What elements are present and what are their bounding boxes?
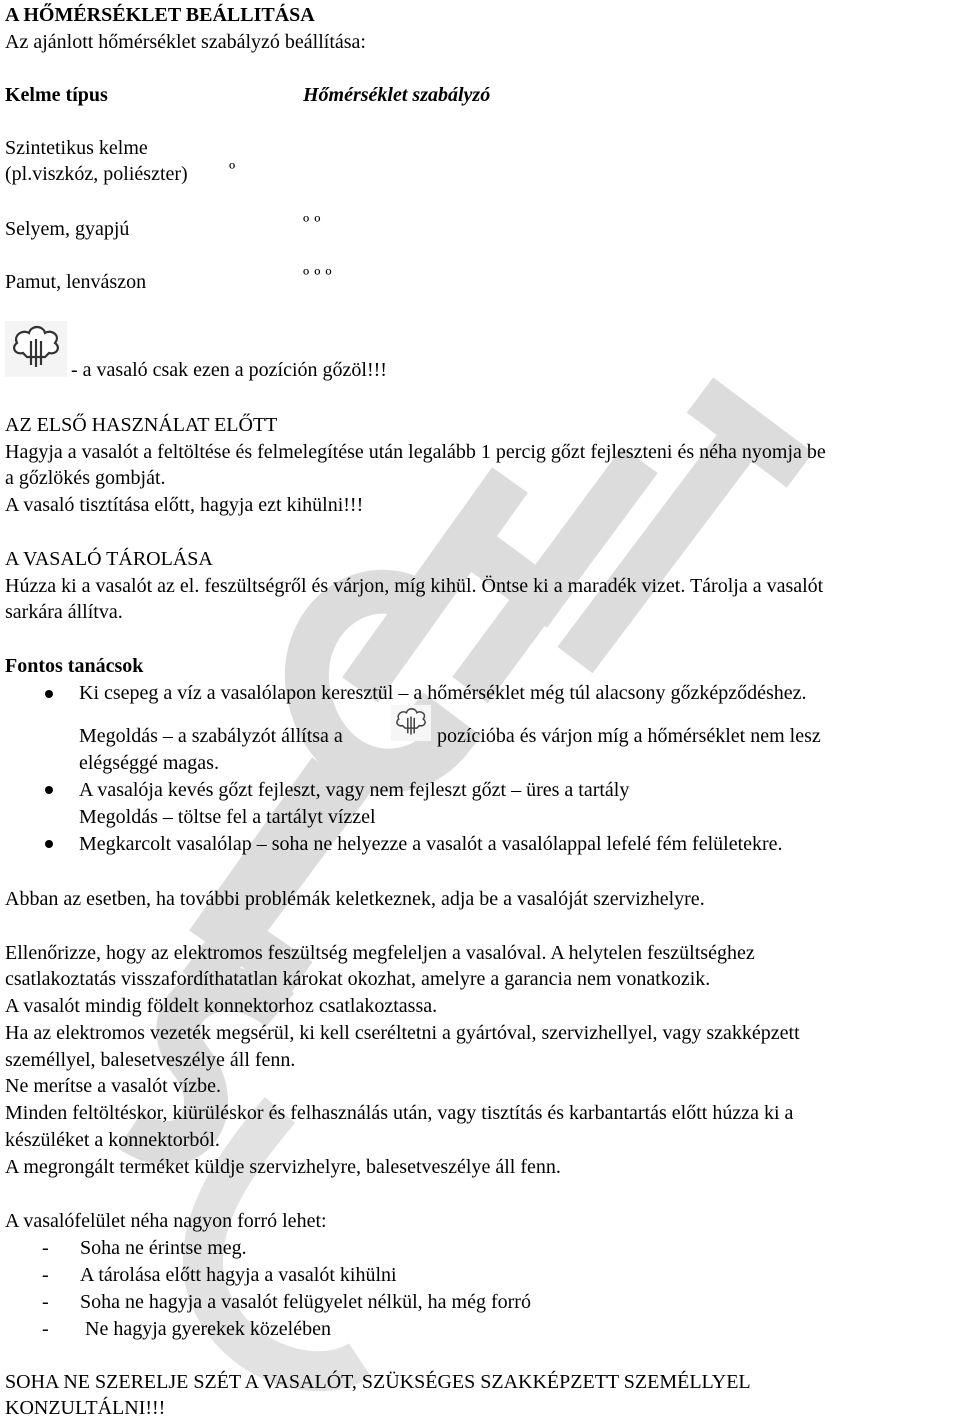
safety-line-4: Ha az elektromos vezeték megsérül, ki kell cseréltetni a gyártóval, szervizhellyel, vagy szakképzett: [5, 1022, 800, 1044]
storage-line1: Húzza ki a vasalót az el. feszültségről és várjon, míg kihül. Öntse ki a maradék vizet. Tárolja a vasalót: [5, 575, 824, 597]
service-note: Abban az esetben, ha további problémák keletkeznek, adja be a vasalóját szervizhelyre.: [5, 888, 705, 910]
first-use-title: AZ ELSŐ HASZNÁLAT ELŐTT: [5, 414, 278, 436]
safety-line-7: Minden feltöltéskor, kiürüléskor és felhasználás után, vagy tisztítás és karbantartás előtt húzza ki a: [5, 1102, 794, 1124]
steam-icon-small: [391, 704, 431, 742]
temp-section-title: A HŐMÉRSÉKLET BEÁLLITÁSA: [5, 4, 315, 26]
bullet-icon: [45, 840, 53, 848]
hot-intro: A vasalófelület néha nagyon forró lehet:: [5, 1210, 327, 1232]
hot-item-4: Ne hagyja gyerekek közelében: [80, 1318, 331, 1340]
tips-title: Fontos tanácsok: [5, 655, 144, 677]
safety-line-8: készüléket a konnektorból.: [5, 1129, 220, 1151]
safety-line-3: A vasalót mindig földelt konnektorhoz csatlakoztassa.: [5, 995, 438, 1017]
hot-item-3: Soha ne hagyja a vasalót felügyelet nélkül, ha még forró: [80, 1291, 531, 1313]
dash-marker: -: [42, 1318, 49, 1340]
steam-icon: [5, 321, 67, 377]
bullet-icon: [45, 786, 53, 794]
safety-line-9: A megrongált terméket küldje szervizhelyre, balesetveszélye áll fenn.: [5, 1156, 561, 1178]
safety-line-5: személlyel, balesetveszélye áll fenn.: [5, 1049, 296, 1071]
dash-marker: -: [42, 1264, 49, 1286]
dash-marker: -: [42, 1237, 49, 1259]
tip-2: A vasalója kevés gőzt fejleszt, vagy nem fejleszt gőzt – üres a tartály: [79, 779, 630, 801]
tip-3: Megkarcolt vasalólap – soha ne helyezze a vasalót a vasalólappal lefelé fém felületekre.: [79, 833, 783, 855]
fabric-cotton: Pamut, lenvászon: [5, 271, 147, 293]
storage-line2: sarkára állítva.: [5, 601, 123, 623]
tip-1-solution-c: elégséggé magas.: [79, 752, 219, 774]
final-warning-line2: KONZULTÁLNI!!!: [5, 1397, 166, 1419]
fabric-synthetic-line1: Szintetikus kelme: [5, 137, 148, 159]
first-use-line1: Hagyja a vasalót a feltöltése és felmelegítése után legalább 1 percig gőzt fejleszteni és néha nyomja be: [5, 441, 826, 463]
dots-silk: º º: [303, 212, 321, 234]
hot-item-2: A tárolása előtt hagyja a vasalót kihülni: [80, 1264, 397, 1286]
tip-1-solution-b: pozícióba és várjon míg a hőmérséklet nem lesz: [437, 725, 821, 747]
tip-1: Ki csepeg a víz a vasalólapon keresztül – a hőmérséklet még túl alacsony gőzképződéshez.: [79, 682, 807, 704]
dots-synthetic: º: [229, 159, 236, 181]
hot-item-1: Soha ne érintse meg.: [80, 1237, 247, 1259]
steam-note: - a vasaló csak ezen a pozíción gőzöl!!!: [71, 359, 387, 381]
tip-2-solution: Megoldás – töltse fel a tartályt vízzel: [79, 806, 376, 828]
first-use-line3: A vasaló tisztítása előtt, hagyja ezt kihülni!!!: [5, 494, 364, 516]
temp-section-subtitle: Az ajánlott hőmérséklet szabályzó beállítása:: [5, 31, 366, 53]
col-header-regulator: Hőmérséklet szabályzó: [303, 84, 491, 106]
final-warning-line1: SOHA NE SZERELJE SZÉT A VASALÓT, SZÜKSÉGES SZAKKÉPZETT SZEMÉLLYEL: [5, 1371, 751, 1393]
tip-1-solution-a: Megoldás – a szabályzót állítsa a: [79, 725, 343, 747]
fabric-synthetic-line2: (pl.viszkóz, poliészter): [5, 163, 188, 185]
dash-marker: -: [42, 1291, 49, 1313]
first-use-line2: a gőzlökés gombját.: [5, 467, 166, 489]
safety-line-2: csatlakoztatás visszafordíthatatlan károkat okozhat, amelyre a garancia nem vonatkozik.: [5, 968, 711, 990]
dots-cotton: º º º: [303, 265, 332, 287]
safety-line-6: Ne merítse a vasalót vízbe.: [5, 1075, 222, 1097]
safety-line-1: Ellenőrizze, hogy az elektromos feszültség megfeleljen a vasalóval. A helytelen feszültséghez: [5, 942, 755, 964]
fabric-silk: Selyem, gyapjú: [5, 218, 130, 240]
col-header-fabric: Kelme típus: [5, 84, 108, 106]
bullet-icon: [45, 690, 53, 698]
storage-title: A VASALÓ TÁROLÁSA: [5, 548, 213, 570]
